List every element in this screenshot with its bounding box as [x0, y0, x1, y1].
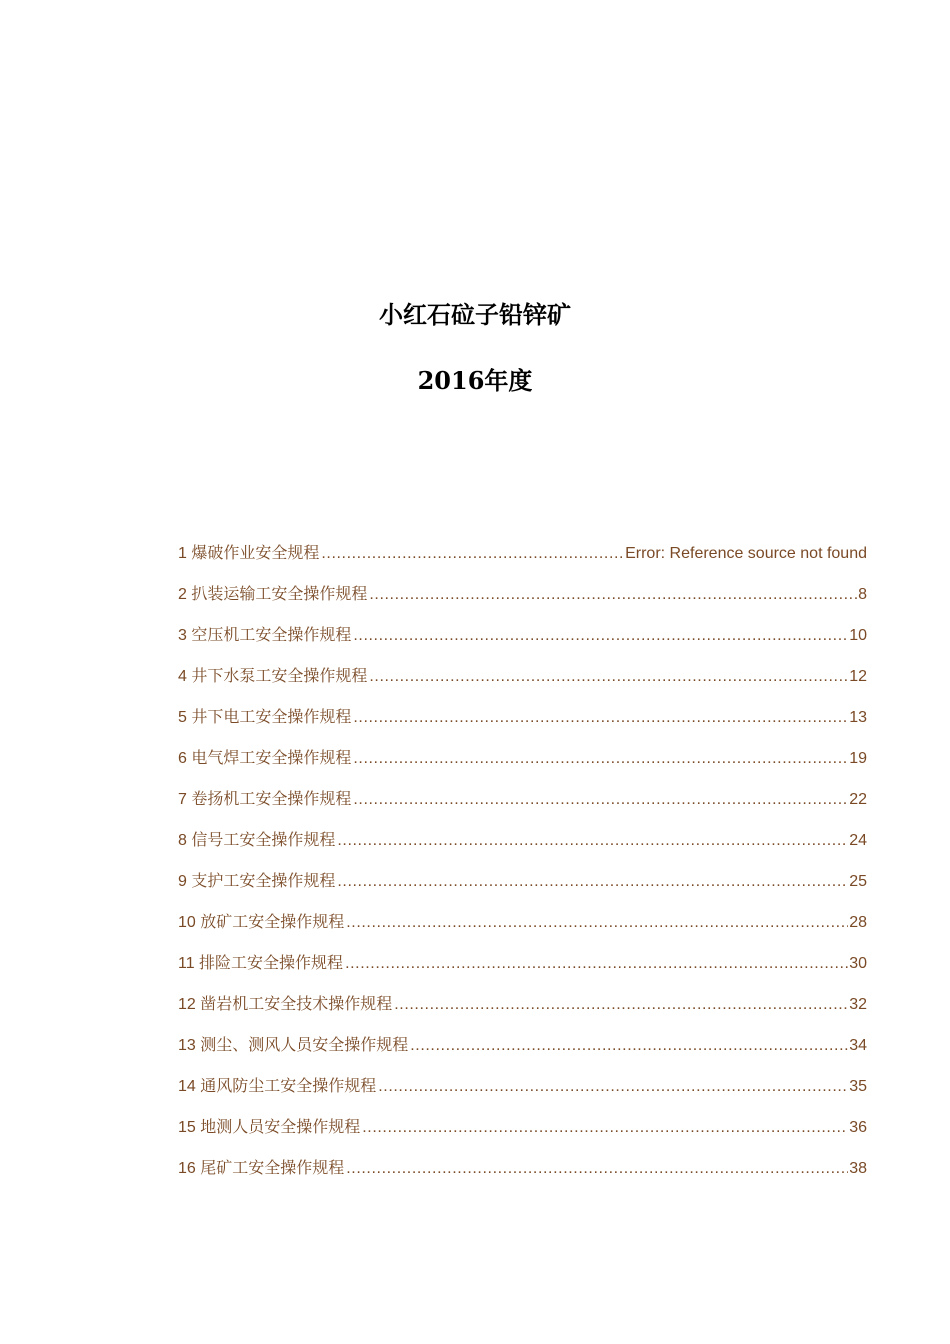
toc-dot-leader [337, 869, 848, 895]
toc-entry-label: 3 空压机工安全操作规程 [178, 627, 352, 644]
toc-entry[interactable] [178, 869, 867, 910]
toc-entry-label: 1 爆破作业安全规程 [178, 545, 320, 562]
toc-entry[interactable] [178, 992, 867, 1033]
toc-dot-leader [369, 582, 857, 608]
toc-entry-page: 10 [849, 627, 867, 644]
toc-entry-label: 12 凿岩机工安全技术操作规程 [178, 996, 393, 1013]
toc-dot-leader [346, 1156, 848, 1182]
toc-dot-leader [337, 828, 848, 854]
toc-entry-page: 35 [849, 1078, 867, 1095]
toc-entry-page: Error: Reference source not found [625, 545, 867, 562]
toc-entry-page: 8 [858, 586, 867, 603]
toc-dot-leader [369, 664, 848, 690]
toc-entry[interactable] [178, 541, 867, 582]
toc-entry[interactable] [178, 828, 867, 869]
toc-entry-page: 24 [849, 832, 867, 849]
toc-entry[interactable] [178, 705, 867, 746]
toc-dot-leader [378, 1074, 848, 1100]
toc-dot-leader [321, 541, 624, 567]
toc-entry-page: 30 [849, 955, 867, 972]
toc-entry[interactable] [178, 623, 867, 664]
toc-entry-page: 19 [849, 750, 867, 767]
toc-entry-page: 22 [849, 791, 867, 808]
toc-entry-page: 28 [849, 914, 867, 931]
toc-entry-label: 14 通风防尘工安全操作规程 [178, 1078, 377, 1095]
toc-entry-page: 32 [849, 996, 867, 1013]
toc-entry-label: 11 排险工安全操作规程 [178, 955, 344, 972]
toc-dot-leader [353, 623, 848, 649]
toc-entry[interactable] [178, 1156, 867, 1197]
document-year: 2016年度 [417, 366, 533, 395]
toc-entry-label: 4 井下水泵工安全操作规程 [178, 668, 368, 685]
toc-entry[interactable] [178, 787, 867, 828]
toc-entry-label: 2 扒装运输工安全操作规程 [178, 586, 368, 603]
toc-entry[interactable] [178, 910, 867, 951]
toc-entry[interactable] [178, 746, 867, 787]
toc-dot-leader [410, 1033, 848, 1059]
toc-entry-page: 34 [849, 1037, 867, 1054]
toc-entry[interactable] [178, 1074, 867, 1115]
document-title: 小红石砬子铅锌矿 [379, 300, 571, 329]
toc-entry[interactable] [178, 582, 867, 623]
toc-entry-label: 10 放矿工安全操作规程 [178, 914, 345, 931]
toc-entry-label: 7 卷扬机工安全操作规程 [178, 791, 352, 808]
toc-entry[interactable] [178, 951, 867, 992]
toc-entry-label: 8 信号工安全操作规程 [178, 832, 336, 849]
toc-entry-page: 13 [849, 709, 867, 726]
toc-dot-leader [353, 746, 848, 772]
toc-dot-leader [345, 951, 848, 977]
toc-dot-leader [353, 705, 848, 731]
toc-entry-page: 36 [849, 1119, 867, 1136]
toc-entry[interactable] [178, 664, 867, 705]
toc-entry-label: 5 井下电工安全操作规程 [178, 709, 352, 726]
toc-dot-leader [353, 787, 848, 813]
toc-entry-label: 6 电气焊工安全操作规程 [178, 750, 352, 767]
toc-entry-label: 15 地测人员安全操作规程 [178, 1119, 361, 1136]
toc-entry[interactable] [178, 1115, 867, 1156]
toc-entry-page: 38 [849, 1160, 867, 1177]
toc-entry[interactable] [178, 1033, 867, 1074]
toc-dot-leader [346, 910, 848, 936]
toc-entry-label: 16 尾矿工安全操作规程 [178, 1160, 345, 1177]
toc-entry-label: 9 支护工安全操作规程 [178, 873, 336, 890]
toc-entry-page: 25 [849, 873, 867, 890]
toc-entry-label: 13 测尘、测风人员安全操作规程 [178, 1037, 409, 1054]
toc-dot-leader [362, 1115, 848, 1141]
toc-dot-leader [394, 992, 848, 1018]
table-of-contents [178, 541, 867, 1197]
toc-entry-page: 12 [849, 668, 867, 685]
